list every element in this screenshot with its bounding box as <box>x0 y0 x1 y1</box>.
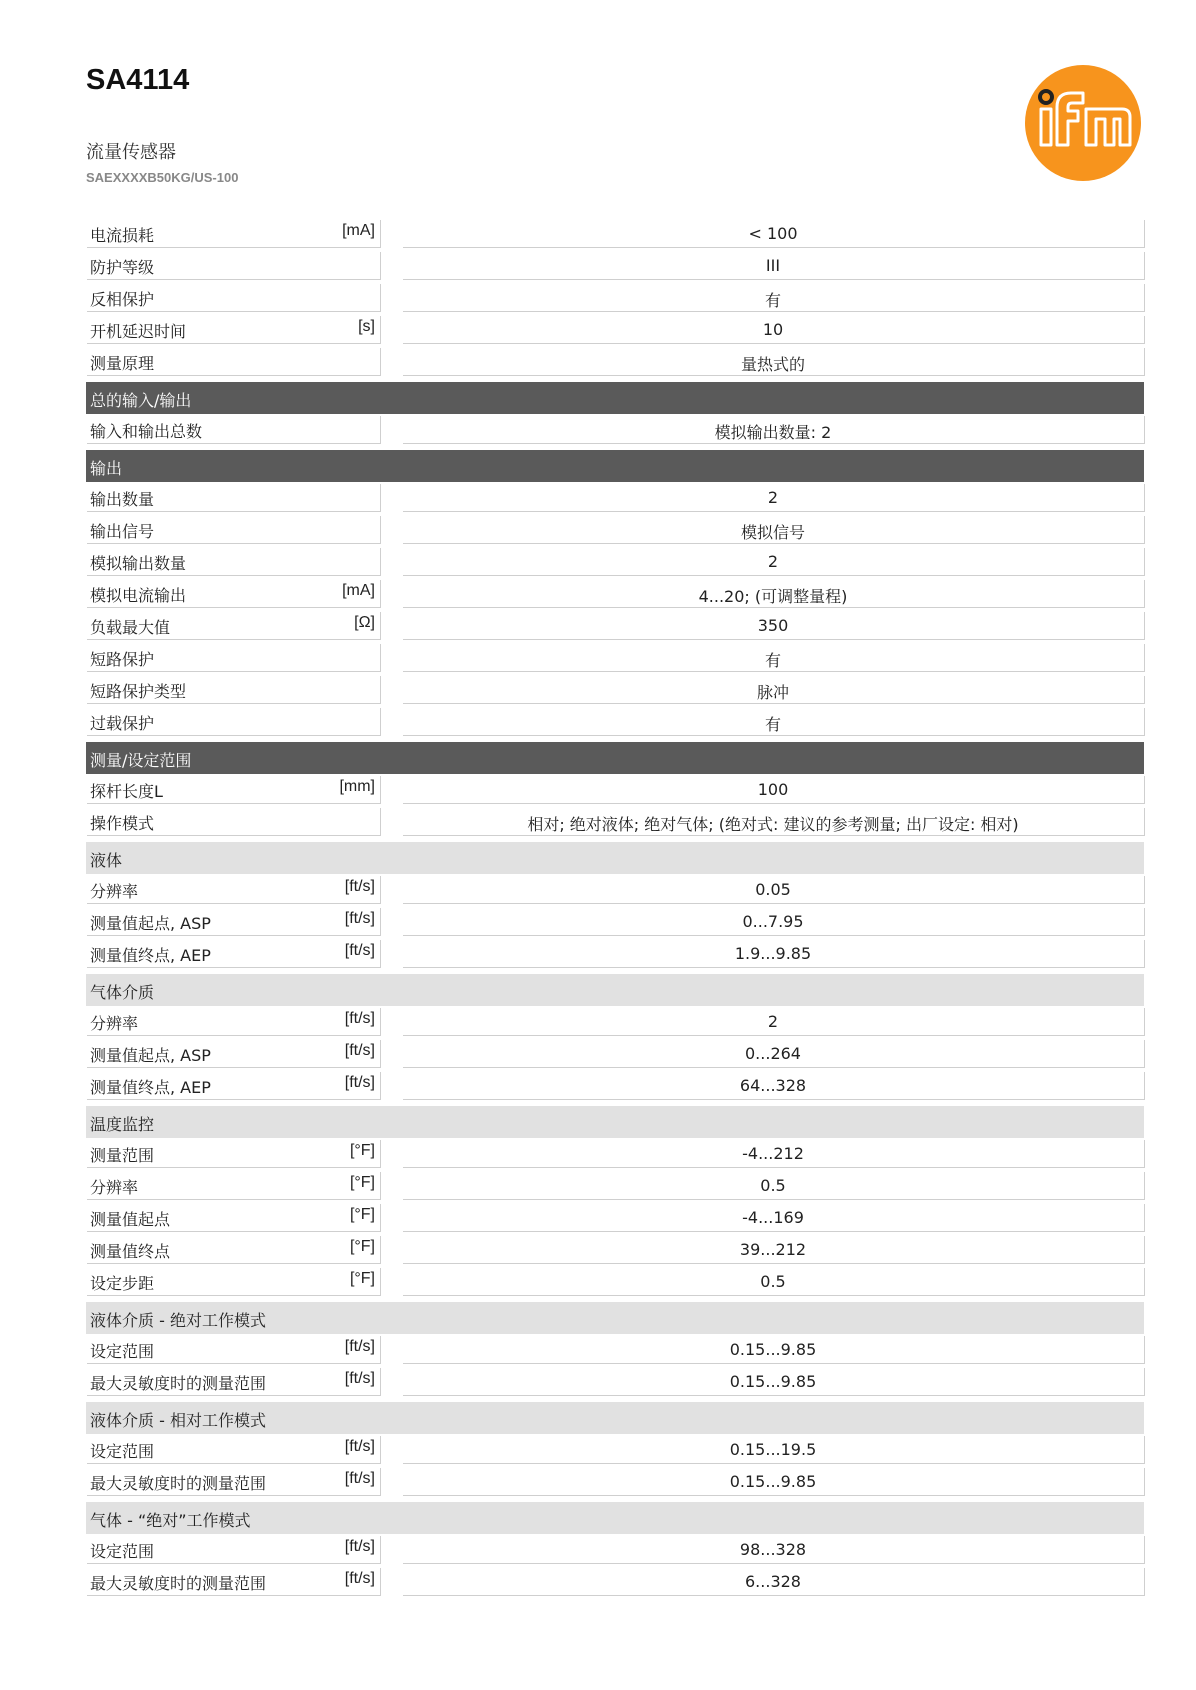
section-header-label: 气体 - “绝对”工作模式 <box>90 1511 251 1530</box>
spec-unit: [Ω] <box>354 614 375 631</box>
spec-label: 分辨率 <box>90 882 139 901</box>
spec-label-cell <box>86 1071 380 1099</box>
spec-unit: [ft/s] <box>344 1370 375 1387</box>
spec-value-cell <box>402 1367 1144 1395</box>
spec-value-cell <box>402 1435 1144 1463</box>
spec-label-cell <box>86 643 380 671</box>
subsection-header <box>86 842 1144 874</box>
spec-value-cell <box>402 483 1144 511</box>
spec-label: 短路保护类型 <box>90 682 187 701</box>
spec-value: 模拟输出数量: 2 <box>714 423 832 442</box>
spec-value: 98...328 <box>739 1540 807 1559</box>
spec-value-cell <box>402 1007 1144 1035</box>
spec-value: 2 <box>767 488 779 507</box>
spec-row <box>86 1170 1144 1202</box>
spec-label: 模拟输出数量 <box>90 554 187 573</box>
spec-row <box>86 806 1144 838</box>
spec-value-cell <box>402 1039 1144 1067</box>
spec-label-cell <box>86 775 380 803</box>
spec-value-cell <box>402 1535 1144 1563</box>
spec-label: 短路保护 <box>90 650 155 669</box>
spec-unit: [ft/s] <box>344 1538 375 1555</box>
spec-value-cell <box>402 611 1144 639</box>
spec-label-cell <box>86 611 380 639</box>
spec-row <box>86 346 1144 378</box>
spec-label: 设定范围 <box>90 1342 155 1361</box>
spec-value: 39...212 <box>739 1240 807 1259</box>
spec-value: 量热式的 <box>740 355 805 374</box>
spec-value-cell <box>402 775 1144 803</box>
spec-value-cell <box>402 1467 1144 1495</box>
spec-label: 设定范围 <box>90 1542 155 1561</box>
spec-row <box>86 774 1144 806</box>
product-code-title: SA4114 <box>86 64 190 96</box>
spec-label-cell <box>86 1367 380 1395</box>
spec-label-cell <box>86 1235 380 1263</box>
spec-value: 100 <box>757 780 789 799</box>
spec-row <box>86 1138 1144 1170</box>
spec-label: 分辨率 <box>90 1178 139 1197</box>
spec-value: 脉冲 <box>756 683 789 702</box>
spec-value-cell <box>402 219 1144 247</box>
spec-label-cell <box>86 283 380 311</box>
spec-label: 负载最大值 <box>90 618 171 637</box>
spec-label: 测量值终点, AEP <box>90 1078 211 1097</box>
section-header-label: 总的输入/输出 <box>90 391 192 410</box>
spec-value: 模拟信号 <box>740 523 805 542</box>
spec-row <box>86 610 1144 642</box>
spec-label-cell <box>86 1267 380 1295</box>
spec-row <box>86 1466 1144 1498</box>
spec-value: 0.05 <box>755 880 791 899</box>
spec-label: 电流损耗 <box>90 226 155 245</box>
spec-value: 有 <box>764 291 781 310</box>
section-header-label: 液体 <box>90 851 123 870</box>
spec-row <box>86 250 1144 282</box>
spec-unit: [ft/s] <box>344 1570 375 1587</box>
spec-label: 防护等级 <box>90 258 155 277</box>
ifm-logo <box>1024 64 1142 182</box>
spec-value-cell <box>402 1567 1144 1595</box>
spec-label-cell <box>86 907 380 935</box>
spec-label: 探杆长度L <box>90 782 163 801</box>
spec-label: 最大灵敏度时的测量范围 <box>90 1474 267 1493</box>
subsection-header <box>86 1502 1144 1534</box>
section-header-label: 输出 <box>90 459 123 478</box>
spec-value-cell <box>402 251 1144 279</box>
spec-value-cell <box>402 875 1144 903</box>
spec-value: 4...20; (可调整量程) <box>698 587 848 606</box>
spec-value-cell <box>402 315 1144 343</box>
spec-unit: [ft/s] <box>344 878 375 895</box>
spec-value: 2 <box>767 552 779 571</box>
spec-value: 0.5 <box>760 1272 786 1291</box>
section-header-label: 液体介质 - 绝对工作模式 <box>90 1311 266 1330</box>
spec-label-cell <box>86 807 380 835</box>
spec-label-cell <box>86 315 380 343</box>
spec-value: 0...7.95 <box>742 912 804 931</box>
spec-value: 0.5 <box>760 1176 786 1195</box>
spec-label-cell <box>86 1335 380 1363</box>
spec-label: 最大灵敏度时的测量范围 <box>90 1574 267 1593</box>
spec-value-cell <box>402 707 1144 735</box>
spec-label: 反相保护 <box>90 290 155 309</box>
section-header-label: 测量/设定范围 <box>90 751 192 770</box>
spec-label: 测量值起点, ASP <box>90 914 211 933</box>
spec-label: 测量值终点, AEP <box>90 946 211 965</box>
spec-label: 模拟电流输出 <box>90 586 187 605</box>
spec-value: 2 <box>767 1012 779 1031</box>
spec-value: 0.15...19.5 <box>729 1440 817 1459</box>
spec-value-cell <box>402 1139 1144 1167</box>
spec-value: 有 <box>764 715 781 734</box>
spec-label: 过载保护 <box>90 714 155 733</box>
spec-row <box>86 874 1144 906</box>
spec-label: 输出数量 <box>90 490 155 509</box>
spec-row <box>86 578 1144 610</box>
spec-row <box>86 314 1144 346</box>
spec-label-cell <box>86 251 380 279</box>
spec-label: 输入和输出总数 <box>90 422 203 441</box>
spec-unit: [°F] <box>349 1238 375 1255</box>
spec-row <box>86 1070 1144 1102</box>
spec-row <box>86 1202 1144 1234</box>
spec-value: 10 <box>762 320 784 339</box>
spec-unit: [°F] <box>349 1174 375 1191</box>
spec-unit: [ft/s] <box>344 910 375 927</box>
spec-unit: [°F] <box>349 1142 375 1159</box>
spec-value: 0...264 <box>745 1044 801 1063</box>
spec-label: 输出信号 <box>90 522 155 541</box>
spec-unit: [s] <box>358 318 375 335</box>
spec-label-cell <box>86 1435 380 1463</box>
spec-row <box>86 482 1144 514</box>
spec-label: 测量值起点, ASP <box>90 1046 211 1065</box>
spec-label-cell <box>86 579 380 607</box>
spec-table <box>86 218 1144 1598</box>
spec-label-cell <box>86 415 380 443</box>
spec-row <box>86 546 1144 578</box>
spec-row <box>86 514 1144 546</box>
spec-value-cell <box>402 1335 1144 1363</box>
spec-label-cell <box>86 1467 380 1495</box>
spec-label-cell <box>86 515 380 543</box>
spec-label: 操作模式 <box>90 814 155 833</box>
spec-row <box>86 706 1144 738</box>
spec-row <box>86 1266 1144 1298</box>
spec-value-cell <box>402 1267 1144 1295</box>
spec-value-cell <box>402 1071 1144 1099</box>
spec-value: 1.9...9.85 <box>734 944 812 963</box>
spec-label-cell <box>86 1567 380 1595</box>
spec-label-cell <box>86 707 380 735</box>
spec-value-cell <box>402 515 1144 543</box>
spec-value-cell <box>402 415 1144 443</box>
spec-unit: [ft/s] <box>344 1438 375 1455</box>
section-header-label: 温度监控 <box>90 1115 155 1134</box>
spec-value-cell <box>402 675 1144 703</box>
spec-row <box>86 282 1144 314</box>
spec-label: 分辨率 <box>90 1014 139 1033</box>
spec-value-cell <box>402 1203 1144 1231</box>
spec-row <box>86 414 1144 446</box>
spec-row <box>86 1534 1144 1566</box>
spec-value: 有 <box>764 651 781 670</box>
spec-value: 6...328 <box>745 1572 801 1591</box>
section-header-label: 气体介质 <box>90 983 155 1002</box>
spec-label-cell <box>86 483 380 511</box>
spec-row <box>86 1334 1144 1366</box>
spec-row <box>86 218 1144 250</box>
spec-unit: [mA] <box>342 582 375 599</box>
product-type-subtitle: 流量传感器 <box>86 142 176 163</box>
spec-value-cell <box>402 547 1144 575</box>
spec-unit: [°F] <box>349 1270 375 1287</box>
spec-row <box>86 1234 1144 1266</box>
spec-unit: [mA] <box>342 222 375 239</box>
spec-label: 测量范围 <box>90 1146 155 1165</box>
spec-label-cell <box>86 547 380 575</box>
spec-value: 0.15...9.85 <box>729 1472 817 1491</box>
spec-label-cell <box>86 1171 380 1199</box>
spec-value: 64...328 <box>739 1076 807 1095</box>
spec-value-cell <box>402 347 1144 375</box>
spec-unit: [ft/s] <box>344 1010 375 1027</box>
spec-label-cell <box>86 1007 380 1035</box>
spec-value-cell <box>402 579 1144 607</box>
spec-value: 350 <box>757 616 789 635</box>
spec-label-cell <box>86 875 380 903</box>
spec-row <box>86 1038 1144 1070</box>
spec-value-cell <box>402 939 1144 967</box>
spec-value: < 100 <box>748 224 798 243</box>
spec-label-cell <box>86 1535 380 1563</box>
section-header <box>86 450 1144 482</box>
spec-label-cell <box>86 1203 380 1231</box>
spec-value: -4...212 <box>742 1144 804 1163</box>
spec-label-cell <box>86 1139 380 1167</box>
spec-label: 测量原理 <box>90 354 155 373</box>
spec-unit: [ft/s] <box>344 1470 375 1487</box>
subsection-header <box>86 1402 1144 1434</box>
spec-row <box>86 1566 1144 1598</box>
section-header-label: 液体介质 - 相对工作模式 <box>90 1411 266 1430</box>
subsection-header <box>86 1302 1144 1334</box>
section-header <box>86 742 1144 774</box>
spec-value-cell <box>402 807 1144 835</box>
spec-row <box>86 674 1144 706</box>
spec-label-cell <box>86 1039 380 1067</box>
spec-value: III <box>765 256 781 275</box>
spec-label-cell <box>86 347 380 375</box>
spec-label: 测量值起点 <box>90 1210 171 1229</box>
spec-label-cell <box>86 675 380 703</box>
spec-value: 0.15...9.85 <box>729 1340 817 1359</box>
spec-value-cell <box>402 1171 1144 1199</box>
spec-label: 开机延迟时间 <box>90 322 187 341</box>
spec-unit: [ft/s] <box>344 1338 375 1355</box>
spec-row <box>86 642 1144 674</box>
spec-label: 测量值终点 <box>90 1242 171 1261</box>
spec-row <box>86 1434 1144 1466</box>
spec-unit: [ft/s] <box>344 1042 375 1059</box>
spec-value: -4...169 <box>742 1208 804 1227</box>
spec-value-cell <box>402 643 1144 671</box>
spec-value-cell <box>402 283 1144 311</box>
spec-value: 相对; 绝对液体; 绝对气体; (绝对式: 建议的参考测量; 出厂设定: 相对) <box>527 815 1019 834</box>
spec-unit: [°F] <box>349 1206 375 1223</box>
section-header <box>86 382 1144 414</box>
spec-row <box>86 1366 1144 1398</box>
spec-label-cell <box>86 219 380 247</box>
spec-row <box>86 906 1144 938</box>
spec-label: 设定步距 <box>90 1274 155 1293</box>
spec-unit: [ft/s] <box>344 1074 375 1091</box>
subsection-header <box>86 1106 1144 1138</box>
spec-value-cell <box>402 907 1144 935</box>
spec-value: 0.15...9.85 <box>729 1372 817 1391</box>
spec-label: 最大灵敏度时的测量范围 <box>90 1374 267 1393</box>
spec-unit: [mm] <box>339 778 375 795</box>
spec-row <box>86 1006 1144 1038</box>
spec-unit: [ft/s] <box>344 942 375 959</box>
article-code: SAEXXXXB50KG/US-100 <box>86 170 239 185</box>
subsection-header <box>86 974 1144 1006</box>
spec-value-cell <box>402 1235 1144 1263</box>
spec-label-cell <box>86 939 380 967</box>
spec-row <box>86 938 1144 970</box>
spec-label: 设定范围 <box>90 1442 155 1461</box>
